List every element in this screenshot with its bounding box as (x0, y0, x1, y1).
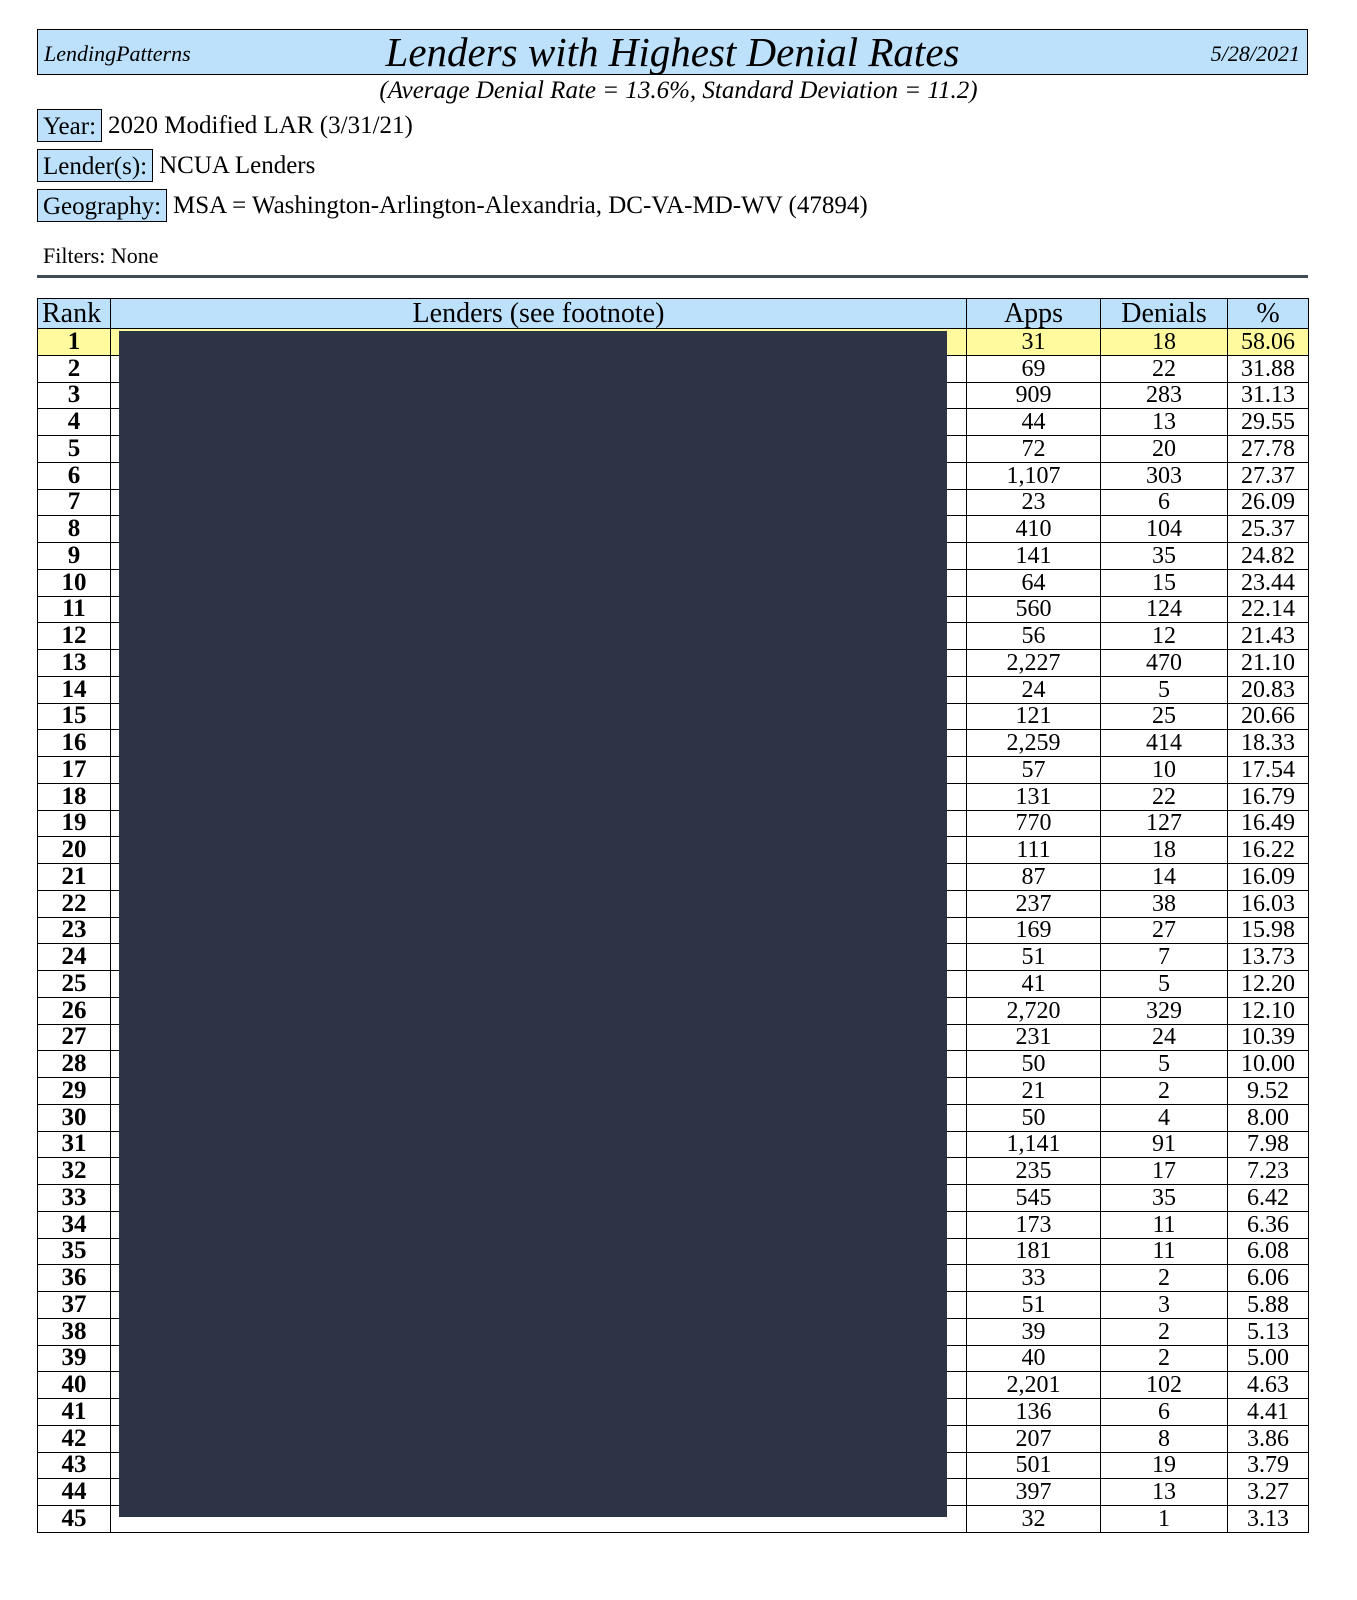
denials-cell: 35 (1101, 1185, 1228, 1212)
apps-cell: 2,720 (967, 997, 1101, 1024)
rank-cell: 7 (38, 489, 111, 516)
rank-cell: 42 (38, 1425, 111, 1452)
percent-cell: 17.54 (1228, 757, 1309, 784)
rank-cell: 1 (38, 329, 111, 356)
rank-cell: 15 (38, 703, 111, 730)
apps-cell: 51 (967, 944, 1101, 971)
denials-cell: 329 (1101, 997, 1228, 1024)
percent-cell: 4.41 (1228, 1399, 1309, 1426)
denials-cell: 2 (1101, 1078, 1228, 1105)
rank-cell: 36 (38, 1265, 111, 1292)
percent-cell: 25.37 (1228, 516, 1309, 543)
rank-cell: 19 (38, 810, 111, 837)
denials-cell: 18 (1101, 329, 1228, 356)
geography-row (37, 189, 868, 222)
denials-cell: 283 (1101, 382, 1228, 409)
rank-cell: 8 (38, 516, 111, 543)
table-header-row (38, 299, 1309, 329)
rank-cell: 28 (38, 1051, 111, 1078)
rank-cell: 18 (38, 783, 111, 810)
denials-cell: 127 (1101, 810, 1228, 837)
rank-cell: 12 (38, 623, 111, 650)
denials-cell: 102 (1101, 1372, 1228, 1399)
percent-cell: 24.82 (1228, 543, 1309, 570)
percent-cell: 12.10 (1228, 997, 1309, 1024)
rank-cell: 38 (38, 1318, 111, 1345)
rank-cell: 10 (38, 569, 111, 596)
rank-cell: 45 (38, 1506, 111, 1533)
percent-cell: 29.55 (1228, 409, 1309, 436)
apps-cell: 141 (967, 543, 1101, 570)
report-header (37, 29, 1308, 75)
percent-cell: 6.42 (1228, 1185, 1309, 1212)
rank-cell: 26 (38, 997, 111, 1024)
percent-cell: 22.14 (1228, 596, 1309, 623)
column-header-lenders: Lenders (see footnote) (111, 299, 967, 329)
apps-cell: 237 (967, 890, 1101, 917)
rank-cell: 22 (38, 890, 111, 917)
denials-cell: 7 (1101, 944, 1228, 971)
rank-cell: 44 (38, 1479, 111, 1506)
denials-cell: 91 (1101, 1131, 1228, 1158)
filters-text: Filters: None (43, 243, 159, 268)
apps-cell: 2,259 (967, 730, 1101, 757)
apps-cell: 207 (967, 1425, 1101, 1452)
percent-cell: 7.98 (1228, 1131, 1309, 1158)
rank-cell: 35 (38, 1238, 111, 1265)
percent-cell: 5.13 (1228, 1318, 1309, 1345)
denials-cell: 18 (1101, 837, 1228, 864)
rank-cell: 23 (38, 917, 111, 944)
percent-cell: 9.52 (1228, 1078, 1309, 1105)
percent-cell: 15.98 (1228, 917, 1309, 944)
percent-cell: 13.73 (1228, 944, 1309, 971)
apps-cell: 169 (967, 917, 1101, 944)
year-label: Year: (37, 109, 102, 142)
rank-cell: 4 (38, 409, 111, 436)
column-header-denials: Denials (1101, 299, 1228, 329)
redaction-block (119, 331, 947, 1517)
geography-value: MSA = Washington-Arlington-Alexandria, DC-VA-MD-WV (47894) (173, 191, 868, 219)
denials-cell: 5 (1101, 971, 1228, 998)
denials-cell: 4 (1101, 1104, 1228, 1131)
apps-cell: 111 (967, 837, 1101, 864)
rank-cell: 13 (38, 650, 111, 677)
denials-cell: 414 (1101, 730, 1228, 757)
percent-cell: 5.00 (1228, 1345, 1309, 1372)
apps-cell: 131 (967, 783, 1101, 810)
denials-cell: 25 (1101, 703, 1228, 730)
apps-cell: 136 (967, 1399, 1101, 1426)
percent-cell: 6.36 (1228, 1211, 1309, 1238)
report-title: Lenders with Highest Denial Rates (385, 29, 960, 75)
rank-cell: 25 (38, 971, 111, 998)
rank-cell: 3 (38, 382, 111, 409)
apps-cell: 56 (967, 623, 1101, 650)
rank-cell: 20 (38, 837, 111, 864)
denials-cell: 5 (1101, 676, 1228, 703)
percent-cell: 20.83 (1228, 676, 1309, 703)
apps-cell: 235 (967, 1158, 1101, 1185)
apps-cell: 545 (967, 1185, 1101, 1212)
apps-cell: 121 (967, 703, 1101, 730)
denials-cell: 17 (1101, 1158, 1228, 1185)
apps-cell: 397 (967, 1479, 1101, 1506)
apps-cell: 44 (967, 409, 1101, 436)
percent-cell: 5.88 (1228, 1292, 1309, 1319)
rank-cell: 37 (38, 1292, 111, 1319)
percent-cell: 27.78 (1228, 436, 1309, 463)
rank-cell: 9 (38, 543, 111, 570)
denials-cell: 38 (1101, 890, 1228, 917)
percent-cell: 3.79 (1228, 1452, 1309, 1479)
report-date: 5/28/2021 (1210, 41, 1300, 66)
percent-cell: 10.00 (1228, 1051, 1309, 1078)
rank-cell: 2 (38, 355, 111, 382)
percent-cell: 3.13 (1228, 1506, 1309, 1533)
rank-cell: 27 (38, 1024, 111, 1051)
percent-cell: 27.37 (1228, 462, 1309, 489)
lenders-value: NCUA Lenders (159, 151, 316, 179)
apps-cell: 560 (967, 596, 1101, 623)
rank-cell: 39 (38, 1345, 111, 1372)
denials-cell: 22 (1101, 783, 1228, 810)
apps-cell: 1,141 (967, 1131, 1101, 1158)
apps-cell: 181 (967, 1238, 1101, 1265)
apps-cell: 64 (967, 569, 1101, 596)
percent-cell: 6.08 (1228, 1238, 1309, 1265)
apps-cell: 2,227 (967, 650, 1101, 677)
denials-cell: 124 (1101, 596, 1228, 623)
denials-cell: 104 (1101, 516, 1228, 543)
percent-cell: 31.88 (1228, 355, 1309, 382)
rank-cell: 11 (38, 596, 111, 623)
denials-cell: 15 (1101, 569, 1228, 596)
denials-cell: 35 (1101, 543, 1228, 570)
rank-cell: 29 (38, 1078, 111, 1105)
denials-cell: 3 (1101, 1292, 1228, 1319)
apps-cell: 21 (967, 1078, 1101, 1105)
brand-name: LendingPatterns (44, 41, 191, 66)
denials-cell: 14 (1101, 864, 1228, 891)
section-divider (37, 275, 1308, 278)
denials-cell: 19 (1101, 1452, 1228, 1479)
rank-cell: 30 (38, 1104, 111, 1131)
rank-cell: 33 (38, 1185, 111, 1212)
apps-cell: 32 (967, 1506, 1101, 1533)
apps-cell: 69 (967, 355, 1101, 382)
column-header-percent: % (1228, 299, 1309, 329)
denials-cell: 2 (1101, 1318, 1228, 1345)
apps-cell: 50 (967, 1051, 1101, 1078)
rank-cell: 5 (38, 436, 111, 463)
apps-cell: 33 (967, 1265, 1101, 1292)
denials-cell: 13 (1101, 409, 1228, 436)
apps-cell: 57 (967, 757, 1101, 784)
percent-cell: 20.66 (1228, 703, 1309, 730)
apps-cell: 231 (967, 1024, 1101, 1051)
apps-cell: 410 (967, 516, 1101, 543)
denials-cell: 27 (1101, 917, 1228, 944)
denials-cell: 2 (1101, 1265, 1228, 1292)
apps-cell: 31 (967, 329, 1101, 356)
year-row (37, 109, 413, 142)
percent-cell: 12.20 (1228, 971, 1309, 998)
rank-cell: 40 (38, 1372, 111, 1399)
rank-cell: 34 (38, 1211, 111, 1238)
apps-cell: 770 (967, 810, 1101, 837)
apps-cell: 24 (967, 676, 1101, 703)
rank-cell: 24 (38, 944, 111, 971)
apps-cell: 51 (967, 1292, 1101, 1319)
percent-cell: 21.10 (1228, 650, 1309, 677)
denials-cell: 13 (1101, 1479, 1228, 1506)
percent-cell: 31.13 (1228, 382, 1309, 409)
apps-cell: 87 (967, 864, 1101, 891)
rank-cell: 14 (38, 676, 111, 703)
percent-cell: 16.09 (1228, 864, 1309, 891)
rank-cell: 43 (38, 1452, 111, 1479)
denials-cell: 1 (1101, 1506, 1228, 1533)
lenders-label: Lender(s): (37, 149, 153, 182)
denials-cell: 5 (1101, 1051, 1228, 1078)
percent-cell: 7.23 (1228, 1158, 1309, 1185)
denials-cell: 12 (1101, 623, 1228, 650)
percent-cell: 21.43 (1228, 623, 1309, 650)
apps-cell: 909 (967, 382, 1101, 409)
apps-cell: 41 (967, 971, 1101, 998)
rank-cell: 17 (38, 757, 111, 784)
rank-cell: 6 (38, 462, 111, 489)
percent-cell: 16.49 (1228, 810, 1309, 837)
apps-cell: 72 (967, 436, 1101, 463)
percent-cell: 16.03 (1228, 890, 1309, 917)
percent-cell: 6.06 (1228, 1265, 1309, 1292)
rank-cell: 32 (38, 1158, 111, 1185)
percent-cell: 4.63 (1228, 1372, 1309, 1399)
denials-cell: 11 (1101, 1211, 1228, 1238)
percent-cell: 3.27 (1228, 1479, 1309, 1506)
apps-cell: 173 (967, 1211, 1101, 1238)
rank-cell: 21 (38, 864, 111, 891)
lenders-row (37, 149, 315, 182)
column-header-apps: Apps (967, 299, 1101, 329)
apps-cell: 39 (967, 1318, 1101, 1345)
percent-cell: 16.79 (1228, 783, 1309, 810)
percent-cell: 58.06 (1228, 329, 1309, 356)
apps-cell: 50 (967, 1104, 1101, 1131)
denials-cell: 470 (1101, 650, 1228, 677)
denials-cell: 24 (1101, 1024, 1228, 1051)
report-subtitle: (Average Denial Rate = 13.6%, Standard Deviation = 11.2) (379, 77, 978, 104)
apps-cell: 501 (967, 1452, 1101, 1479)
apps-cell: 40 (967, 1345, 1101, 1372)
denials-cell: 11 (1101, 1238, 1228, 1265)
percent-cell: 8.00 (1228, 1104, 1309, 1131)
percent-cell: 3.86 (1228, 1425, 1309, 1452)
denials-cell: 6 (1101, 489, 1228, 516)
percent-cell: 16.22 (1228, 837, 1309, 864)
denials-cell: 6 (1101, 1399, 1228, 1426)
geography-label: Geography: (37, 189, 167, 222)
percent-cell: 18.33 (1228, 730, 1309, 757)
denials-cell: 8 (1101, 1425, 1228, 1452)
rank-cell: 16 (38, 730, 111, 757)
percent-cell: 23.44 (1228, 569, 1309, 596)
apps-cell: 23 (967, 489, 1101, 516)
column-header-rank: Rank (38, 299, 111, 329)
denials-cell: 20 (1101, 436, 1228, 463)
denials-cell: 2 (1101, 1345, 1228, 1372)
apps-cell: 1,107 (967, 462, 1101, 489)
denials-cell: 303 (1101, 462, 1228, 489)
percent-cell: 26.09 (1228, 489, 1309, 516)
year-value: 2020 Modified LAR (3/31/21) (108, 111, 413, 139)
percent-cell: 10.39 (1228, 1024, 1309, 1051)
denials-cell: 10 (1101, 757, 1228, 784)
apps-cell: 2,201 (967, 1372, 1101, 1399)
rank-cell: 31 (38, 1131, 111, 1158)
denials-cell: 22 (1101, 355, 1228, 382)
rank-cell: 41 (38, 1399, 111, 1426)
